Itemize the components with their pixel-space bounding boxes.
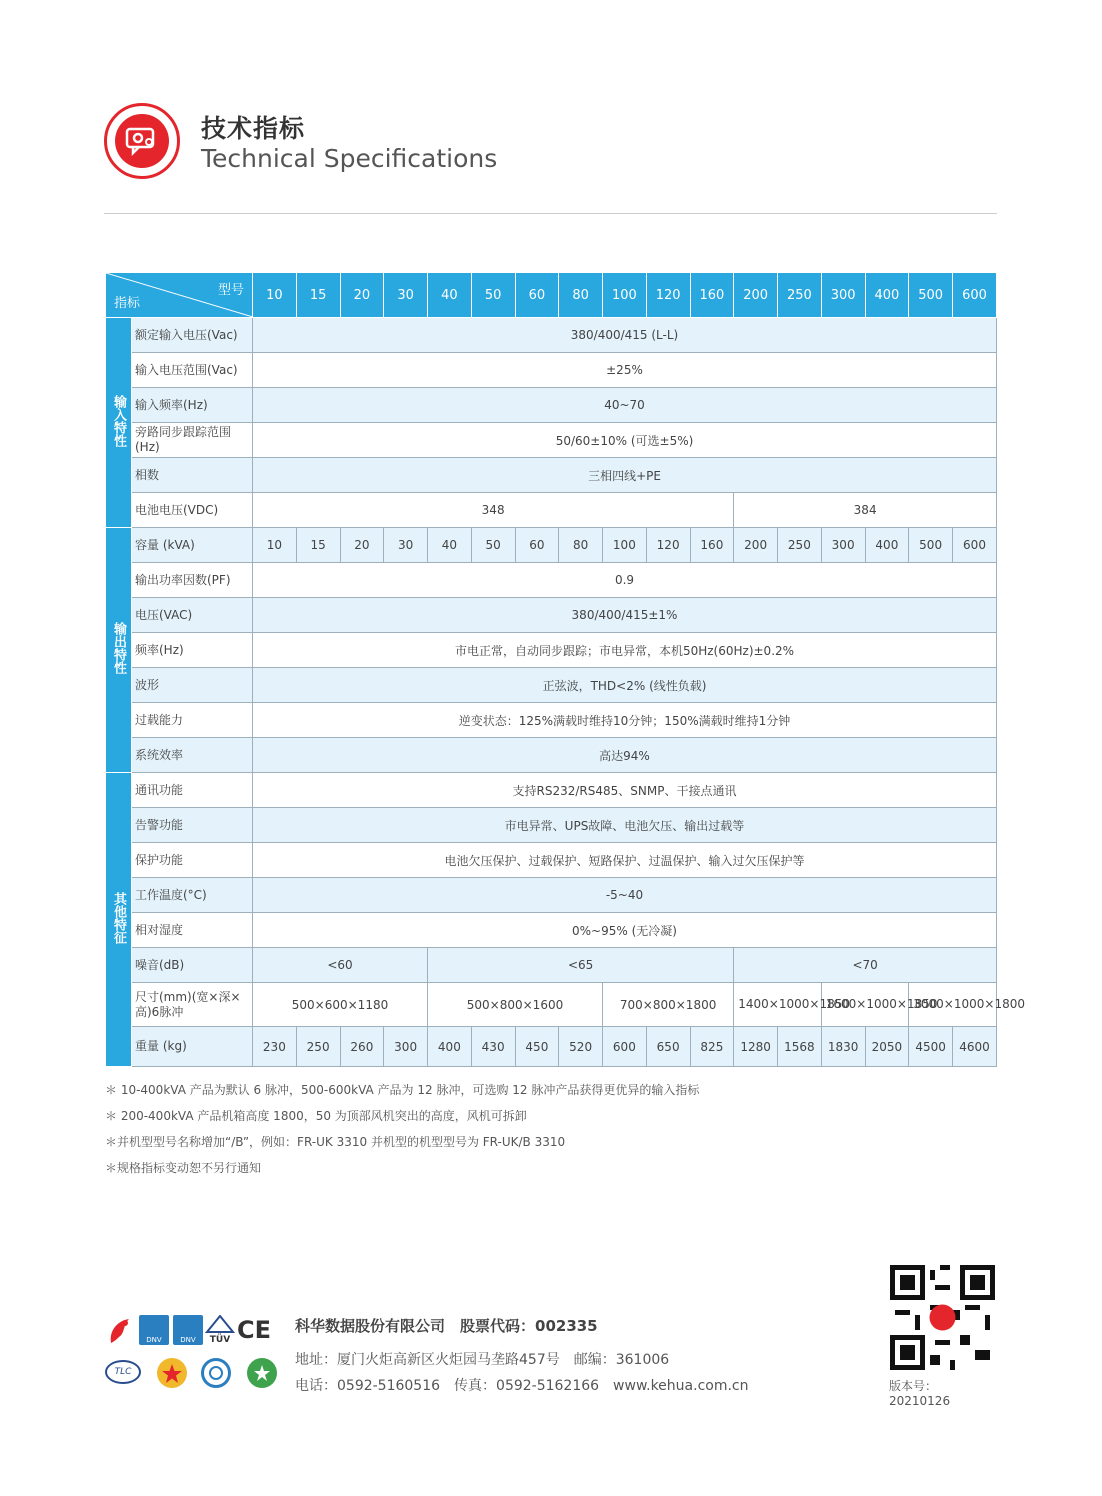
- table-row: [106, 703, 997, 738]
- row-cell: 160: [690, 528, 734, 563]
- quality-badge-icon: [201, 1358, 231, 1388]
- table-row: [106, 458, 997, 493]
- model-header: 200: [734, 273, 778, 318]
- model-header: 250: [778, 273, 822, 318]
- page-title-en: Technical Specifications: [201, 144, 498, 173]
- row-value: 0%~95% (无冷凝): [253, 913, 997, 948]
- page-title-cn: 技术指标: [201, 114, 306, 143]
- table-row: [106, 773, 997, 808]
- row-value: 支持RS232/RS485、SNMP、干接点通讯: [253, 773, 997, 808]
- table-row: [106, 598, 997, 633]
- row-cell: 80: [559, 528, 603, 563]
- table-row: [106, 423, 997, 458]
- row-cell: 60: [515, 528, 559, 563]
- row-label: 尺寸(mm)(宽×深×高)6脉冲: [132, 983, 253, 1027]
- model-header: 400: [865, 273, 909, 318]
- note-line: ＊ 10-400kVA 产品为默认 6 脉冲，500-600kVA 产品为 12 脉冲，可选购 12 脉冲产品获得更优异的输入指标: [105, 1083, 700, 1097]
- row-label: 重量 (kg): [132, 1027, 253, 1067]
- row-label: 额定输入电压(Vac): [132, 318, 253, 353]
- row-cell: 120: [646, 528, 690, 563]
- row-cell: 4600: [953, 1027, 997, 1067]
- row-label: 相数: [132, 458, 253, 493]
- table-row: [106, 668, 997, 703]
- table-row: [106, 528, 997, 563]
- row-cell: 400: [428, 1027, 472, 1067]
- row-label: 旁路同步跟踪范围(Hz): [132, 423, 253, 458]
- row-value: 三相四线+PE: [253, 458, 997, 493]
- row-value: 高达94%: [253, 738, 997, 773]
- row-label: 电压(VAC): [132, 598, 253, 633]
- row-cell: 20: [340, 528, 384, 563]
- row-label: 输出功率因数(PF): [132, 563, 253, 598]
- row-cell: 260: [340, 1027, 384, 1067]
- model-header: 10: [253, 273, 297, 318]
- corner-index-label: 指标: [114, 296, 141, 311]
- row-cell: 650: [646, 1027, 690, 1067]
- row-value: -5~40: [253, 878, 997, 913]
- table-row: [106, 1027, 997, 1067]
- row-cell: 1830: [821, 1027, 865, 1067]
- row-cell: 430: [471, 1027, 515, 1067]
- row-label: 波形: [132, 668, 253, 703]
- row-cell: 15: [296, 528, 340, 563]
- group-other-text: 其他特征: [111, 891, 126, 944]
- row-value: 384: [734, 493, 997, 528]
- row-cell: 50: [471, 528, 515, 563]
- row-label: 过载能力: [132, 703, 253, 738]
- row-value: <60: [253, 948, 428, 983]
- row-value: 0.9: [253, 563, 997, 598]
- energy-saving-logo-icon: [105, 1315, 135, 1345]
- table-row: [106, 983, 997, 1027]
- model-header: 15: [296, 273, 340, 318]
- row-cell: 200: [734, 528, 778, 563]
- dnv-cert-label: DNV: [180, 1336, 196, 1344]
- table-row: [106, 948, 997, 983]
- page-header: [104, 103, 997, 213]
- row-value: 逆变状态：125%满载时维持10分钟；150%满载时维持1分钟: [253, 703, 997, 738]
- model-header: 160: [690, 273, 734, 318]
- group-input-label: [106, 318, 132, 528]
- row-label: 频率(Hz): [132, 633, 253, 668]
- row-value: 1600×1000×1850: [821, 983, 909, 1027]
- row-value: 50/60±10% (可选±5%): [253, 423, 997, 458]
- gear-logo: [104, 103, 180, 179]
- dnv-cert-icon: [139, 1315, 169, 1345]
- qr-code-icon: [890, 1265, 995, 1370]
- table-row: [106, 563, 997, 598]
- row-label: 系统效率: [132, 738, 253, 773]
- version-number: 版本号：20210126: [889, 1379, 951, 1408]
- table-row: [106, 843, 997, 878]
- table-row: [106, 808, 997, 843]
- row-cell: 450: [515, 1027, 559, 1067]
- header-divider: [104, 213, 997, 214]
- ce-mark-icon: CE: [237, 1316, 272, 1344]
- row-value: 正弦波，THD<2% (线性负载): [253, 668, 997, 703]
- row-cell: 10: [253, 528, 297, 563]
- group-output-label: [106, 528, 132, 773]
- row-value: 市电正常，自动同步跟踪；市电异常，本机50Hz(60Hz)±0.2%: [253, 633, 997, 668]
- row-label: 输入频率(Hz): [132, 388, 253, 423]
- notes-section: [105, 1077, 699, 1181]
- honor-badge-icon: [157, 1358, 187, 1388]
- table-row: [106, 388, 997, 423]
- group-input-text: 输入特性: [111, 394, 126, 447]
- model-header: 120: [646, 273, 690, 318]
- group-other-label: [106, 773, 132, 1067]
- table-row: [106, 353, 997, 388]
- row-value: 500×600×1180: [253, 983, 428, 1027]
- row-cell: 2050: [865, 1027, 909, 1067]
- row-cell: 230: [253, 1027, 297, 1067]
- row-value: ±25%: [253, 353, 997, 388]
- note-line: ＊并机型型号名称增加“/B”，例如：FR-UK 3310 并机型的机型型号为 FR-UK/B 3310: [105, 1135, 566, 1149]
- row-cell: 40: [428, 528, 472, 563]
- row-label: 相对湿度: [132, 913, 253, 948]
- row-label: 保护功能: [132, 843, 253, 878]
- row-value: 380/400/415±1%: [253, 598, 997, 633]
- company-name: 科华数据股份有限公司 股票代码：002335: [295, 1317, 598, 1335]
- row-label: 工作温度(°C): [132, 878, 253, 913]
- table-row: [106, 318, 997, 353]
- row-value: 3000×1000×1800: [909, 983, 997, 1027]
- row-cell: 4500: [909, 1027, 953, 1067]
- dnv-cert-icon: [173, 1315, 203, 1345]
- group-output-text: 输出特性: [111, 622, 126, 674]
- model-header: 80: [559, 273, 603, 318]
- model-header: 20: [340, 273, 384, 318]
- row-value: 1400×1000×1850: [734, 983, 822, 1027]
- row-cell: 500: [909, 528, 953, 563]
- row-value: 700×800×1800: [603, 983, 734, 1027]
- row-value: 市电异常、UPS故障、电池欠压、输出过载等: [253, 808, 997, 843]
- table-row: [106, 913, 997, 948]
- row-cell: 300: [384, 1027, 428, 1067]
- spec-table: [105, 272, 1025, 1067]
- row-cell: 300: [821, 528, 865, 563]
- corner-model-label: 型号: [217, 283, 244, 298]
- row-label: 电池电压(VDC): [132, 493, 253, 528]
- row-label: 通讯功能: [132, 773, 253, 808]
- row-label: 容量 (kVA): [132, 528, 253, 563]
- company-address: 地址：厦门火炬高新区火炬园马垄路457号 邮编：361006: [295, 1352, 670, 1368]
- model-header: 60: [515, 273, 559, 318]
- table-row: [106, 878, 997, 913]
- table-row: [106, 738, 997, 773]
- row-value: 348: [253, 493, 734, 528]
- row-cell: 520: [559, 1027, 603, 1067]
- row-value: <70: [734, 948, 997, 983]
- model-header: 30: [384, 273, 428, 318]
- gear-icon: [115, 114, 169, 168]
- model-header: 50: [471, 273, 515, 318]
- model-header: 100: [603, 273, 647, 318]
- model-header: 600: [953, 273, 997, 318]
- note-line: ＊规格指标变动恕不另行通知: [105, 1161, 262, 1175]
- table-corner-cell: [106, 273, 253, 318]
- row-cell: 600: [603, 1027, 647, 1067]
- row-cell: 100: [603, 528, 647, 563]
- note-line: ＊ 200-400kVA 产品机箱高度 1800，50 为顶部风机突出的高度，风机可拆卸: [105, 1109, 527, 1123]
- row-value: 380/400/415 (L-L): [253, 318, 997, 353]
- row-label: 输入电压范围(Vac): [132, 353, 253, 388]
- row-value: 电池欠压保护、过载保护、短路保护、过温保护、输入过欠压保护等: [253, 843, 997, 878]
- table-row: [106, 493, 997, 528]
- model-header: 500: [909, 273, 953, 318]
- dnv-cert-label: DNV: [146, 1336, 162, 1344]
- model-header: 300: [821, 273, 865, 318]
- table-header-row: [106, 273, 997, 318]
- environment-badge-icon: [247, 1358, 277, 1388]
- row-value: <65: [428, 948, 734, 983]
- model-header: 40: [428, 273, 472, 318]
- row-value: 500×800×1600: [428, 983, 603, 1027]
- row-cell: 30: [384, 528, 428, 563]
- footer: [105, 1260, 997, 1408]
- row-cell: 400: [865, 528, 909, 563]
- row-label: 告警功能: [132, 808, 253, 843]
- tuv-cert-label: TÜV: [209, 1335, 231, 1345]
- row-cell: 250: [778, 528, 822, 563]
- row-cell: 1568: [778, 1027, 822, 1067]
- row-cell: 825: [690, 1027, 734, 1067]
- company-contact: 电话：0592-5160516 传真：0592-5162166 www.kehua.com.cn: [295, 1378, 749, 1394]
- table-row: [106, 633, 997, 668]
- row-cell: 600: [953, 528, 997, 563]
- tlc-cert-icon: TLC: [105, 1360, 141, 1384]
- row-cell: 250: [296, 1027, 340, 1067]
- row-label: 噪音(dB): [132, 948, 253, 983]
- row-cell: 1280: [734, 1027, 778, 1067]
- row-value: 40~70: [253, 388, 997, 423]
- tuv-cert-icon: [205, 1315, 235, 1345]
